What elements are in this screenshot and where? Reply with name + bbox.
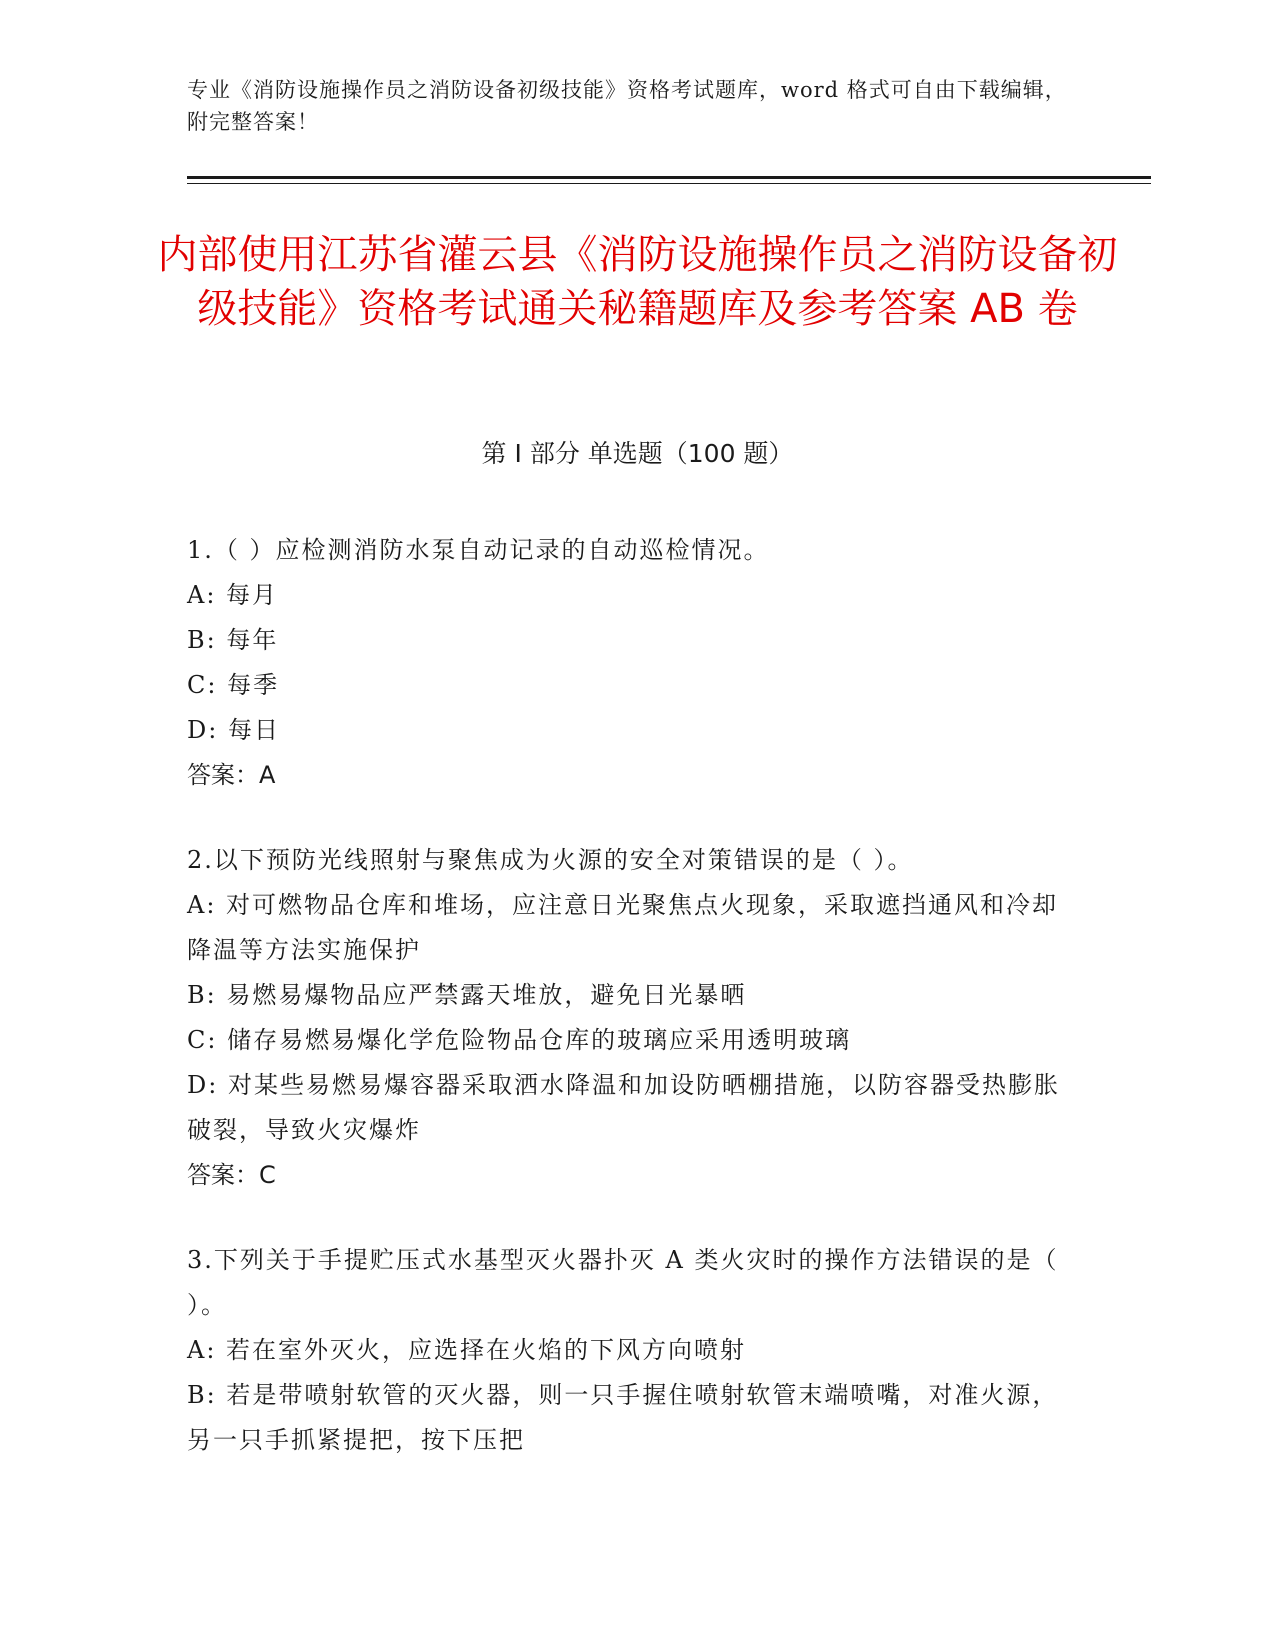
question-3 — [187, 1238, 1077, 1463]
option-c: C: 储存易燃易爆化学危险物品仓库的玻璃应采用透明玻璃 — [187, 1026, 852, 1054]
header-note: 专业《消防设施操作员之消防设备初级技能》资格考试题库，word 格式可自由下载编辑，附完整答案！ — [187, 78, 1067, 134]
question-1 — [187, 528, 1077, 798]
option-b: B: 易燃易爆物品应严禁露天堆放，避免日光暴晒 — [187, 981, 747, 1009]
question-stem: 2.以下预防光线照射与聚焦成为火源的安全对策错误的是（ ）。 — [187, 846, 914, 874]
option-d: D: 对某些易燃易爆容器采取洒水降温和加设防晒棚措施，以防容器受热膨胀破裂，导致火灾爆炸 — [187, 1071, 1060, 1144]
option-b: B: 若是带喷射软管的灭火器，则一只手握住喷射软管末端喷嘴，对准火源，另一只手抓紧提把，按下压把 — [187, 1381, 1059, 1454]
section-title: 第 I 部分 单选题（100 题） — [481, 439, 794, 468]
answer: 答案：C — [187, 1161, 276, 1189]
answer: 答案：A — [187, 761, 276, 789]
question-list — [187, 528, 1077, 1463]
option-a: A: 对可燃物品仓库和堆场，应注意日光聚焦点火现象，采取遮挡通风和冷却降温等方法实施保护 — [187, 891, 1059, 964]
option-d: D: 每日 — [187, 716, 280, 744]
header-rule-thin — [187, 183, 1151, 184]
option-a: A: 每月 — [187, 581, 279, 609]
option-b: B: 每年 — [187, 626, 279, 654]
document-title: 内部使用江苏省灌云县《消防设施操作员之消防设备初级技能》资格考试通关秘籍题库及参考答案 AB 卷 — [157, 232, 1118, 332]
option-a: A: 若在室外灭火，应选择在火焰的下风方向喷射 — [187, 1336, 747, 1364]
question-stem: 3.下列关于手提贮压式水基型灭火器扑灭 A 类火灾时的操作方法错误的是（ ）。 — [187, 1246, 1059, 1319]
header-rule-thick — [187, 176, 1151, 179]
option-c: C: 每季 — [187, 671, 280, 699]
question-stem: 1.（ ）应检测消防水泵自动记录的自动巡检情况。 — [187, 536, 770, 564]
question-2 — [187, 838, 1077, 1198]
